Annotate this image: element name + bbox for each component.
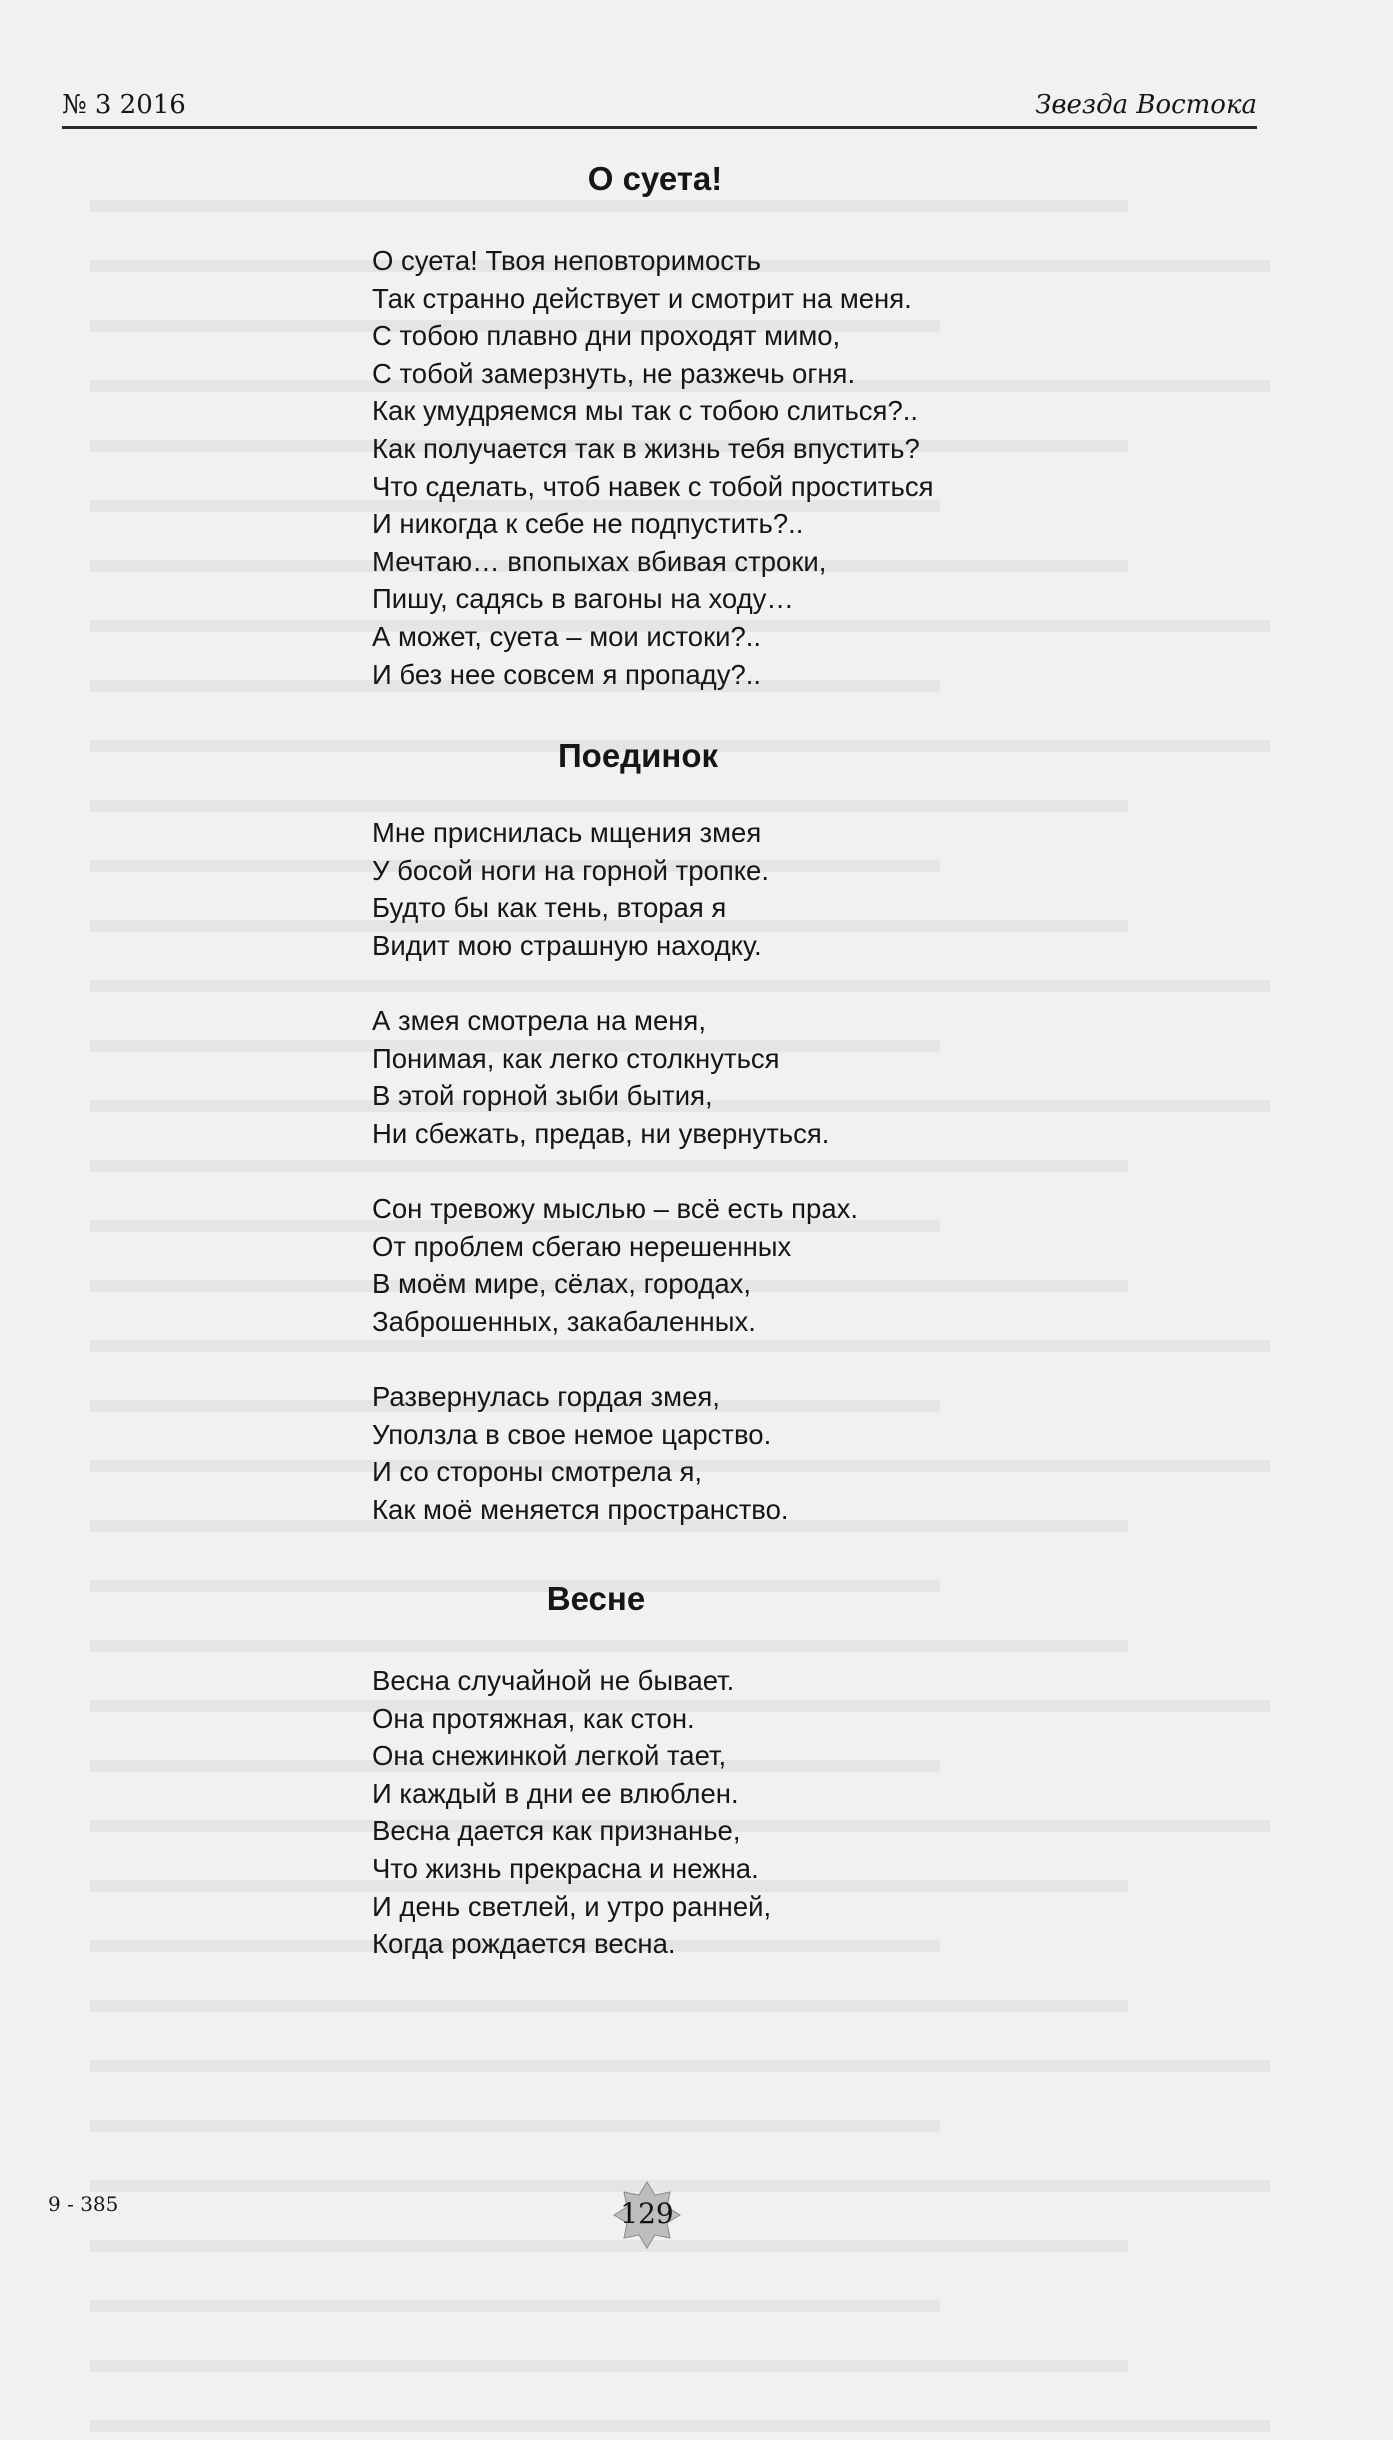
verse-line: Заброшенных, закабаленных. bbox=[372, 1305, 756, 1337]
poem-body bbox=[372, 242, 1152, 693]
verse-line: От проблем сбегаю нерешенных bbox=[372, 1230, 792, 1262]
page-number: 129 bbox=[620, 2197, 674, 2230]
verse-line: Как получается так в жизнь тебя впустить? bbox=[372, 432, 920, 464]
verse-line: У босой ноги на горной тропке. bbox=[372, 854, 769, 886]
verse-line: В моём мире, сёлах, городах, bbox=[372, 1268, 752, 1300]
verse-line: Весна случайной не бывает. bbox=[372, 1665, 735, 1696]
poem-body bbox=[372, 1662, 1152, 1963]
poem-title: Поединок bbox=[557, 737, 719, 774]
verse-line: Как умудряемся мы так с тобою слиться?.. bbox=[372, 395, 919, 427]
stanza-break bbox=[372, 1152, 1152, 1190]
verse-line: И каждый в дни ее влюблен. bbox=[372, 1777, 739, 1809]
verse-line: Так странно действует и смотрит на меня. bbox=[372, 282, 912, 314]
verse-line: Пишу, садясь в вагоны на ходу… bbox=[372, 583, 794, 615]
running-header bbox=[62, 82, 1257, 129]
journal-title: Звезда Востока bbox=[1035, 90, 1257, 120]
verse-line: Мне приснилась мщения змея bbox=[372, 817, 762, 848]
verse-line: Она протяжная, как стон. bbox=[372, 1702, 695, 1734]
verse-line: И со стороны смотрела я, bbox=[372, 1456, 703, 1488]
verse-line: А змея смотрела на меня, bbox=[372, 1004, 706, 1036]
verse-line: И день светлей, и утро ранней, bbox=[372, 1890, 772, 1922]
verse-line: Она снежинкой легкой тает, bbox=[372, 1740, 727, 1772]
poem-title: О суета! bbox=[587, 160, 723, 197]
verse-line: А может, суета – мои истоки?.. bbox=[372, 620, 762, 652]
verse-line: Что жизнь прекрасна и нежна. bbox=[372, 1852, 759, 1884]
verse-line: Понимая, как легко столкнуться bbox=[372, 1042, 780, 1074]
issue-label: № 3 2016 bbox=[62, 90, 186, 120]
verse-line: С тобою плавно дни проходят мимо, bbox=[372, 320, 841, 352]
verse-line: С тобой замерзнуть, не разжечь огня. bbox=[372, 357, 856, 389]
verse-line: В этой горной зыби бытия, bbox=[372, 1080, 713, 1112]
stanza-break bbox=[372, 964, 1152, 1002]
verse-line: Будто бы как тень, вторая я bbox=[372, 892, 727, 924]
verse-line: Когда рождается весна. bbox=[372, 1928, 676, 1960]
printer-signature: 9 - 385 bbox=[48, 2192, 119, 2216]
verse-line: И никогда к себе не подпустить?.. bbox=[372, 508, 804, 540]
verse-line: И без нее совсем я пропаду?.. bbox=[372, 658, 762, 690]
verse-line: Как моё меняется пространство. bbox=[372, 1493, 789, 1525]
stanza-break bbox=[372, 1340, 1152, 1378]
verse-line: Ни сбежать, предав, ни увернуться. bbox=[372, 1117, 830, 1149]
verse-line: Сон тревожу мыслью – всё есть прах. bbox=[372, 1192, 859, 1224]
verse-line: О суета! Твоя неповторимость bbox=[372, 245, 761, 276]
verse-line: Весна дается как признанье, bbox=[372, 1815, 741, 1847]
verse-line: Что сделать, чтоб навек с тобой проститься bbox=[372, 470, 934, 502]
verse-line: Видит мою страшную находку. bbox=[372, 929, 762, 961]
verse-line: Мечтаю… впопыхах вбивая строки, bbox=[372, 545, 827, 577]
poem-title: Весне bbox=[546, 1580, 646, 1617]
verse-line: Развернулась гордая змея, bbox=[372, 1380, 720, 1412]
verse-line: Уползла в свое немое царство. bbox=[372, 1418, 772, 1450]
poem-body bbox=[372, 814, 1152, 1528]
